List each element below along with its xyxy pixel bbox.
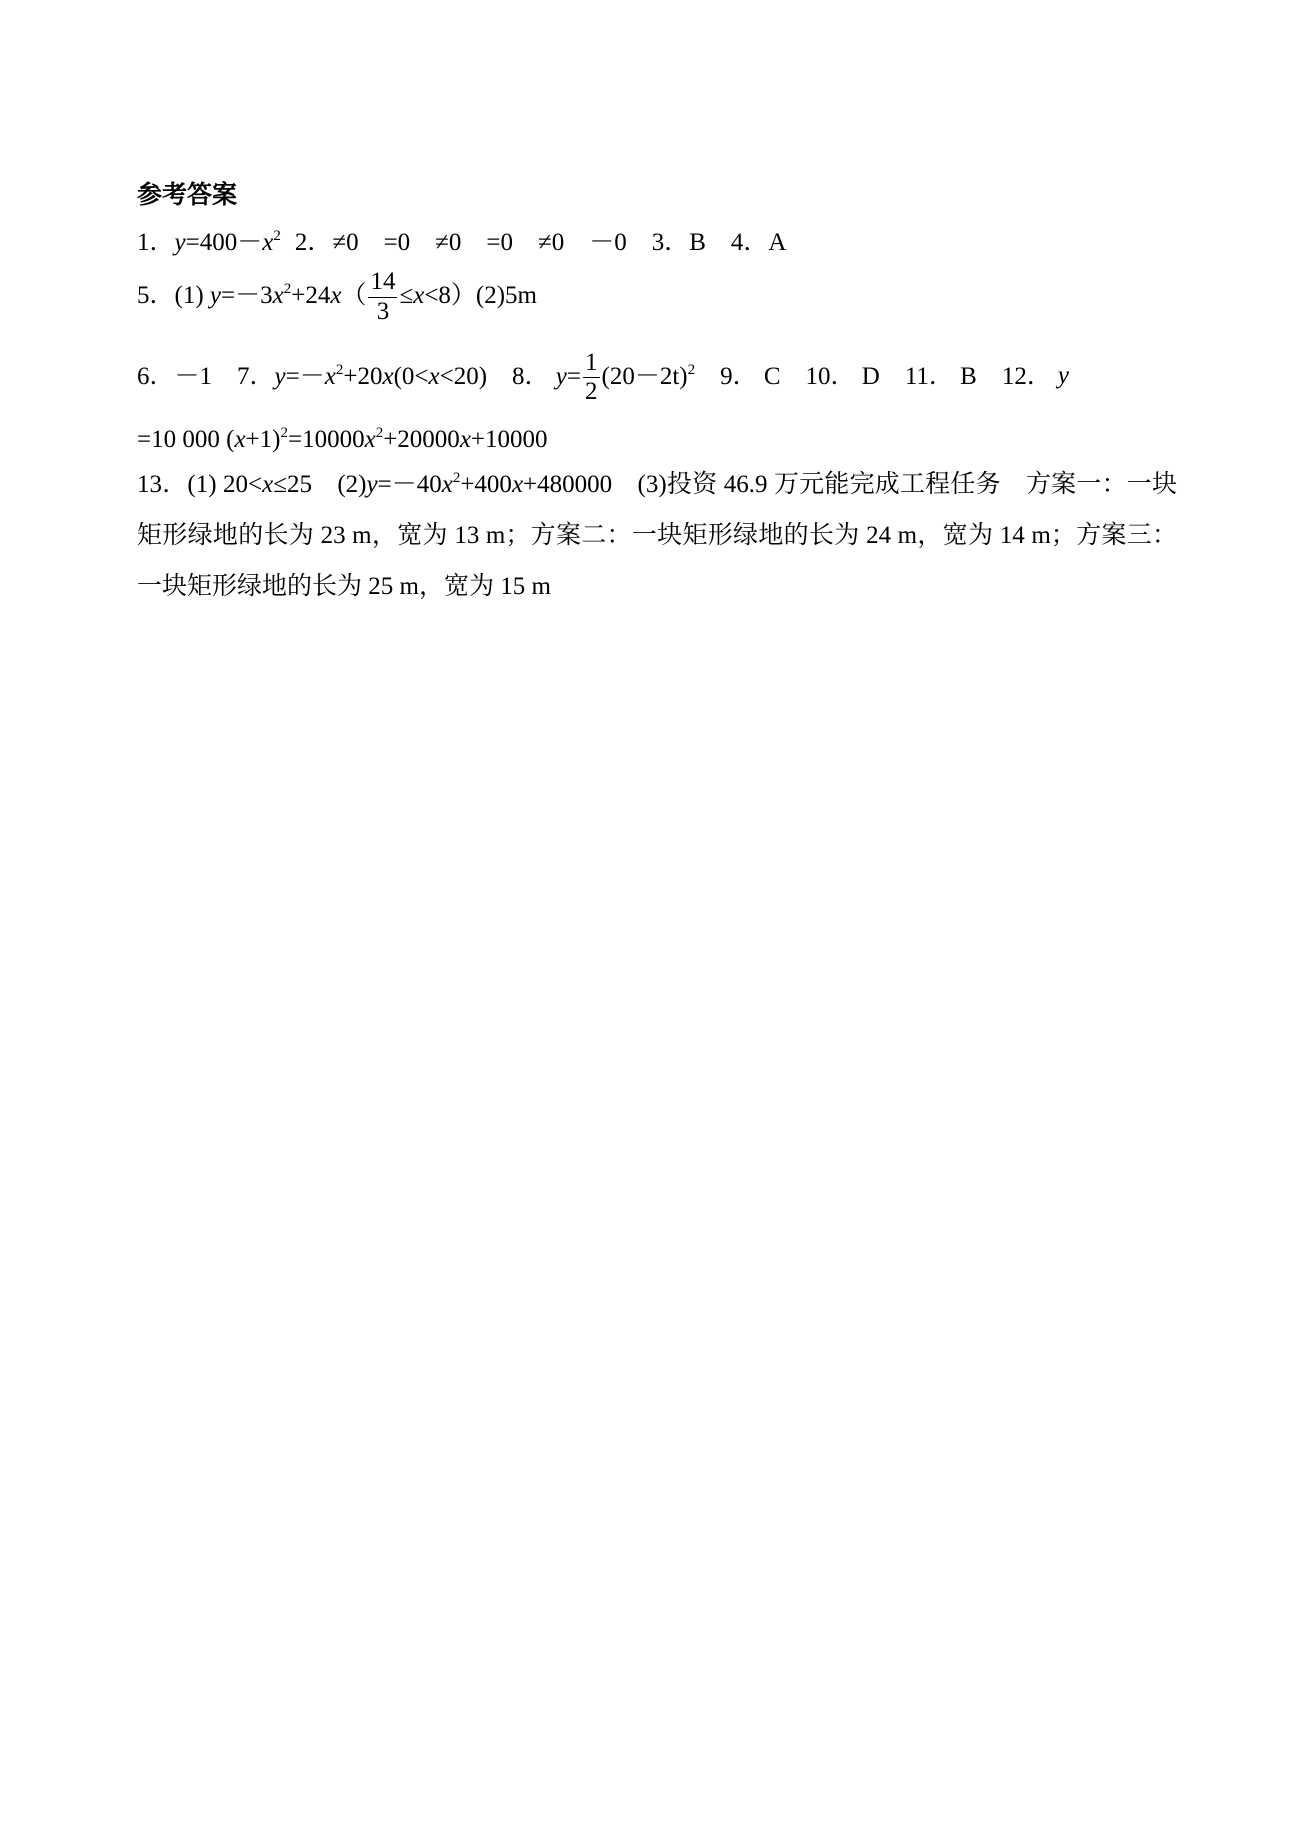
answer-13-p2-c: +480000 (3)投资 46.9 万元能完成工程任务 方案一：一块矩形绿地的长为 23 m，宽为 13 m；方案二：一块矩形绿地的长为 24 m，宽为 14 m；方案三：一块矩形绿地的长为 25 m，宽为 15 m (137, 471, 1177, 600)
page-title: 参考答案 (137, 180, 238, 209)
var-x: x (364, 426, 376, 453)
exponent: 2 (375, 425, 384, 441)
var-y: y (209, 281, 222, 309)
var-x: x (382, 362, 394, 390)
answer-12-a: =10 000 ( (137, 426, 235, 453)
exponent: 2 (273, 228, 281, 244)
var-y: y (174, 229, 186, 256)
answer-12-e: +10000 (470, 426, 548, 453)
exponent: 2 (687, 361, 696, 378)
answer-12-b: +1) (245, 426, 281, 453)
var-y: y (555, 362, 567, 390)
answer-line-12-cont (137, 425, 1177, 455)
answer-5-ineq-a: ≤ (399, 281, 414, 309)
fraction-denominator: 2 (585, 378, 598, 406)
var-x: x (459, 426, 471, 453)
answer-line-6-12 (137, 349, 1177, 408)
var-y: y (366, 471, 378, 498)
answer-5-paren: （ (341, 281, 367, 309)
exponent: 2 (280, 425, 288, 441)
answer-5-number: 5．(1) (137, 281, 210, 309)
var-y: y (1057, 362, 1069, 390)
answer-line-5 (137, 268, 1177, 327)
var-x: x (324, 362, 336, 390)
var-y: y (274, 362, 286, 390)
var-x: x (262, 471, 274, 498)
answer-7-d: <20) 8． (439, 362, 556, 390)
answer-13-p1: ≤25 (2) (273, 471, 367, 498)
fraction-14-3 (368, 268, 397, 327)
answer-8-tail: (20－2t) (601, 362, 688, 390)
answers-9-12: 9． C 10． D 11． B 12． (695, 362, 1052, 390)
answer-5-ineq-b: <8）(2)5m (424, 281, 538, 309)
answer-13 (137, 459, 1177, 612)
var-x: x (511, 471, 524, 498)
answer-1-expr: =400－ (185, 229, 263, 256)
answer-8-eq: = (566, 362, 582, 390)
var-x: x (428, 362, 440, 390)
answer-13-number: 13．(1) 20< (137, 471, 263, 498)
answer-12-c: =10000 (287, 426, 365, 453)
var-x: x (262, 229, 274, 256)
answer-13-p2-a: =－40 (377, 471, 442, 498)
answers-2-4: 2．≠0 =0 ≠0 =0 ≠0 －0 3．B 4．A (294, 229, 787, 256)
answer-12-d: +20000 (383, 426, 460, 453)
answer-13-p2-b: +400 (460, 471, 512, 498)
var-x: x (441, 471, 453, 498)
fraction-1-2 (583, 349, 600, 408)
answer-5-eq-a: =－3 (221, 281, 273, 309)
answer-7-c: (0< (393, 362, 429, 390)
var-x: x (234, 426, 246, 453)
fraction-numerator: 14 (368, 268, 397, 298)
exponent: 2 (283, 280, 292, 297)
answer-5-eq-b: +24 (291, 281, 331, 309)
exponent: 2 (335, 361, 344, 378)
answer-7-b: +20 (343, 362, 383, 390)
var-x: x (272, 281, 284, 309)
exponent: 2 (452, 470, 461, 486)
fraction-numerator: 1 (583, 349, 600, 379)
answer-line-1-4 (137, 228, 1177, 258)
answer-6-7-number: 6．－1 7． (137, 362, 275, 390)
answer-1-number: 1． (137, 229, 175, 256)
answer-page (137, 180, 1177, 612)
var-x: x (330, 281, 342, 309)
var-x: x (413, 281, 425, 309)
answer-7-a: =－ (285, 362, 325, 390)
fraction-denominator: 3 (376, 297, 390, 325)
